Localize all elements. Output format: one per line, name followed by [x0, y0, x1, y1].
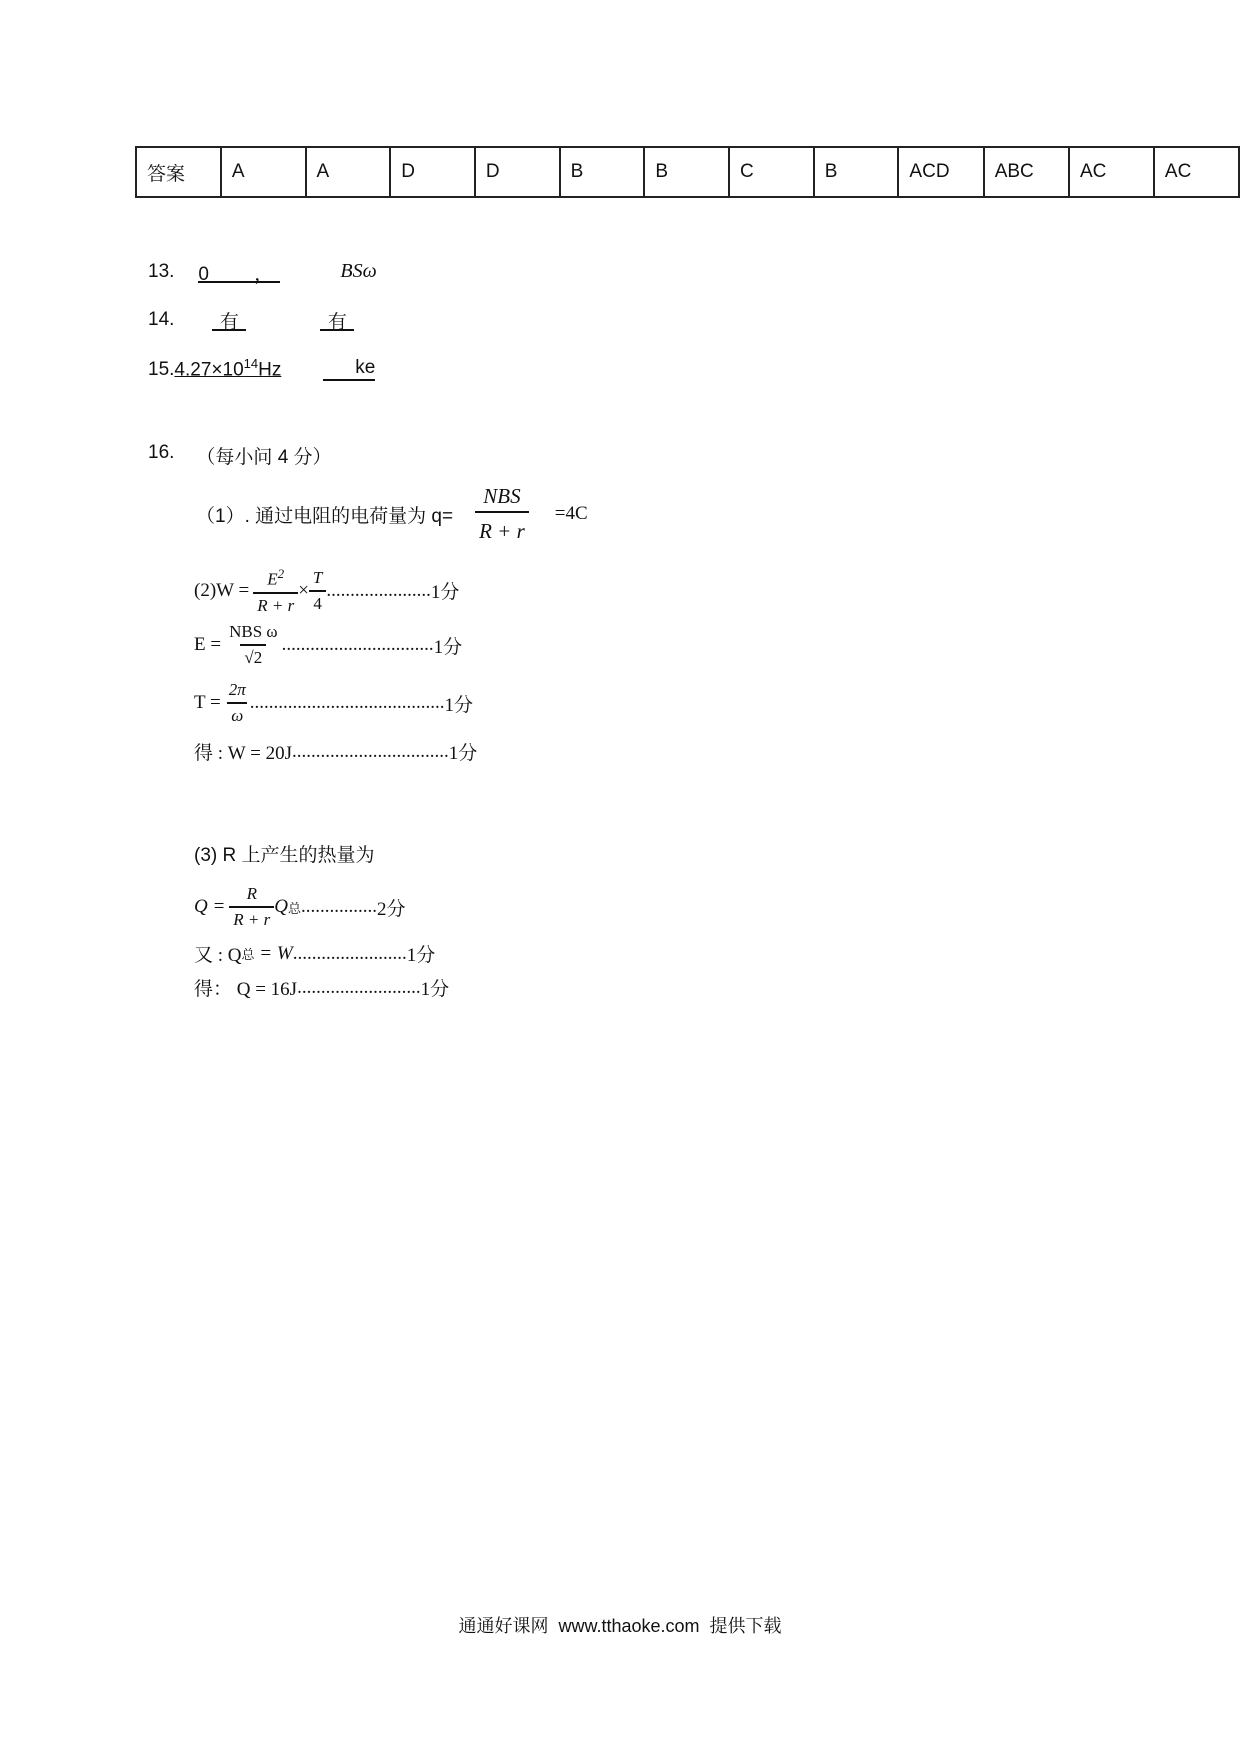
q15-answer-1 — [174, 356, 281, 381]
q16-part3-also-rest: = W — [254, 942, 293, 964]
q16-part2-t-denominator: 4 — [309, 590, 326, 614]
q16-part3-also-dots: ........................ — [292, 942, 407, 964]
q16-part2-w-denominator: R + r — [253, 592, 298, 616]
q16-part2-e-numerator: NBS ω — [229, 622, 278, 641]
q15-answer-1-unit: Hz — [258, 359, 282, 381]
q16-part2-emf-line — [194, 622, 462, 668]
q16-part2-t-dots: ......................................... — [249, 692, 445, 713]
q16-part2-result-text: 得 : W = 20J — [194, 743, 292, 764]
q16-part2-period-fraction — [225, 680, 250, 726]
answer-table — [135, 146, 1240, 198]
q16-part3-result-text: 得： Q = 16J — [194, 979, 298, 1000]
answer-cell-11: AC — [1069, 147, 1154, 197]
answer-row — [136, 147, 1239, 197]
q16-part3-q-dots: ................ — [301, 896, 378, 917]
q16-part2-e-dots: ................................ — [281, 634, 434, 655]
answer-cell-1: A — [221, 147, 306, 197]
q16-part2-period-line — [194, 680, 473, 726]
q16-part-1 — [196, 484, 588, 544]
q16-part2-w-fraction — [253, 566, 298, 616]
q16-part3-result-dots: .......................... — [297, 976, 421, 998]
q16-part2-w-score: 1分 — [430, 582, 460, 604]
q16-part2-e-fraction — [225, 622, 282, 668]
q16-part2-t-score: 1分 — [444, 694, 474, 716]
q16-part3-also-line — [194, 940, 435, 967]
question-16-header — [148, 442, 332, 469]
question-14 — [148, 307, 354, 331]
q15-number: 15. — [148, 359, 175, 381]
q16-part3-also-score: 1分 — [406, 945, 436, 966]
q14-answer-2: 有 — [320, 307, 354, 331]
question-15 — [148, 356, 375, 381]
answer-cell-9: ACD — [898, 147, 983, 197]
q16-part2-t-fraction — [309, 568, 326, 614]
answer-cell-10: ABC — [984, 147, 1069, 197]
page-footer: 通通好课网 www.tthaoke.com 提供下载 — [458, 1616, 782, 1636]
question-13 — [148, 259, 377, 283]
q16-part1-denominator: R + r — [475, 511, 529, 544]
q13-blank-1 — [198, 259, 280, 283]
answer-cell-6: B — [644, 147, 729, 197]
q16-part2-e-prefix: E = — [194, 634, 222, 655]
answer-cell-7: C — [729, 147, 814, 197]
q16-part3-result-score: 1分 — [420, 979, 450, 1000]
q16-part3-q-prefix: Q = — [194, 896, 226, 917]
q16-part3-q-suffix: Q — [274, 896, 289, 917]
q16-part3-q-score: 2分 — [377, 898, 406, 920]
q16-part3-result-line — [194, 974, 449, 1001]
q16-part2-e-denominator: √2 — [240, 644, 266, 668]
answer-header-cell: 答案 — [136, 147, 221, 197]
answer-cell-5: B — [560, 147, 645, 197]
q16-part3-label: (3) R 上产生的热量为 — [194, 845, 375, 866]
q16-part1-label: （1）. 通过电阻的电荷量为 q= — [196, 505, 454, 527]
answer-cell-4: D — [475, 147, 560, 197]
q16-part2-w-numerator-base: E — [267, 569, 278, 589]
q16-part2-t-numerator: T — [312, 567, 323, 587]
q13-answer-2: BSω — [340, 260, 377, 282]
q16-part3-also-sub: 总 — [241, 947, 255, 962]
q16-part1-fraction — [475, 484, 529, 544]
q14-number: 14. — [148, 309, 175, 330]
q16-part2-work-line — [194, 566, 459, 616]
q15-answer-1-main: 4.27×10 — [174, 359, 244, 381]
answer-cell-8: B — [814, 147, 899, 197]
q16-part3-q-denominator: R + r — [229, 906, 274, 930]
q13-comma: ， — [254, 264, 274, 285]
q16-part2-t-prefix: T = — [194, 692, 221, 713]
answer-cell-3: D — [390, 147, 475, 197]
q16-part2-period-numerator: 2π — [228, 680, 246, 699]
q16-part2-w-numerator-exp: 2 — [277, 566, 285, 581]
q15-answer-2: ke — [323, 357, 375, 381]
q16-part2-result-dots: ................................. — [291, 740, 449, 762]
answer-cell-12: AC — [1154, 147, 1239, 197]
q16-part3-q-numerator: R — [246, 884, 257, 903]
q16-part3-also-prefix: 又 : Q — [194, 945, 242, 966]
q16-part2-result-score: 1分 — [448, 743, 478, 764]
q16-part3-q-fraction — [229, 884, 274, 930]
q16-part3-q-suffix-sub: 总 — [288, 900, 302, 916]
q16-part1-numerator: NBS — [483, 484, 521, 508]
q16-part2-e-score: 1分 — [433, 636, 463, 658]
q13-number: 13. — [148, 261, 175, 282]
answer-cell-2: A — [306, 147, 391, 197]
q16-note: （每小问 4 分） — [196, 447, 332, 468]
q16-part1-result: =4C — [554, 503, 588, 524]
q16-part3-heat-line — [194, 884, 406, 930]
q15-answer-1-exponent: 14 — [243, 356, 259, 371]
q13-answer-1: 0 — [198, 264, 209, 285]
q16-part2-period-denominator: ω — [227, 702, 247, 726]
q16-part2-times: × — [298, 579, 309, 601]
q16-number: 16. — [148, 442, 175, 463]
q16-part2-w-dots: ...................... — [326, 579, 431, 601]
q16-part2-w-prefix: (2)W = — [194, 579, 250, 601]
q16-part2-result-line — [194, 738, 477, 765]
q14-answer-1: 有 — [212, 307, 246, 331]
q16-part2-w-numerator — [263, 566, 288, 592]
